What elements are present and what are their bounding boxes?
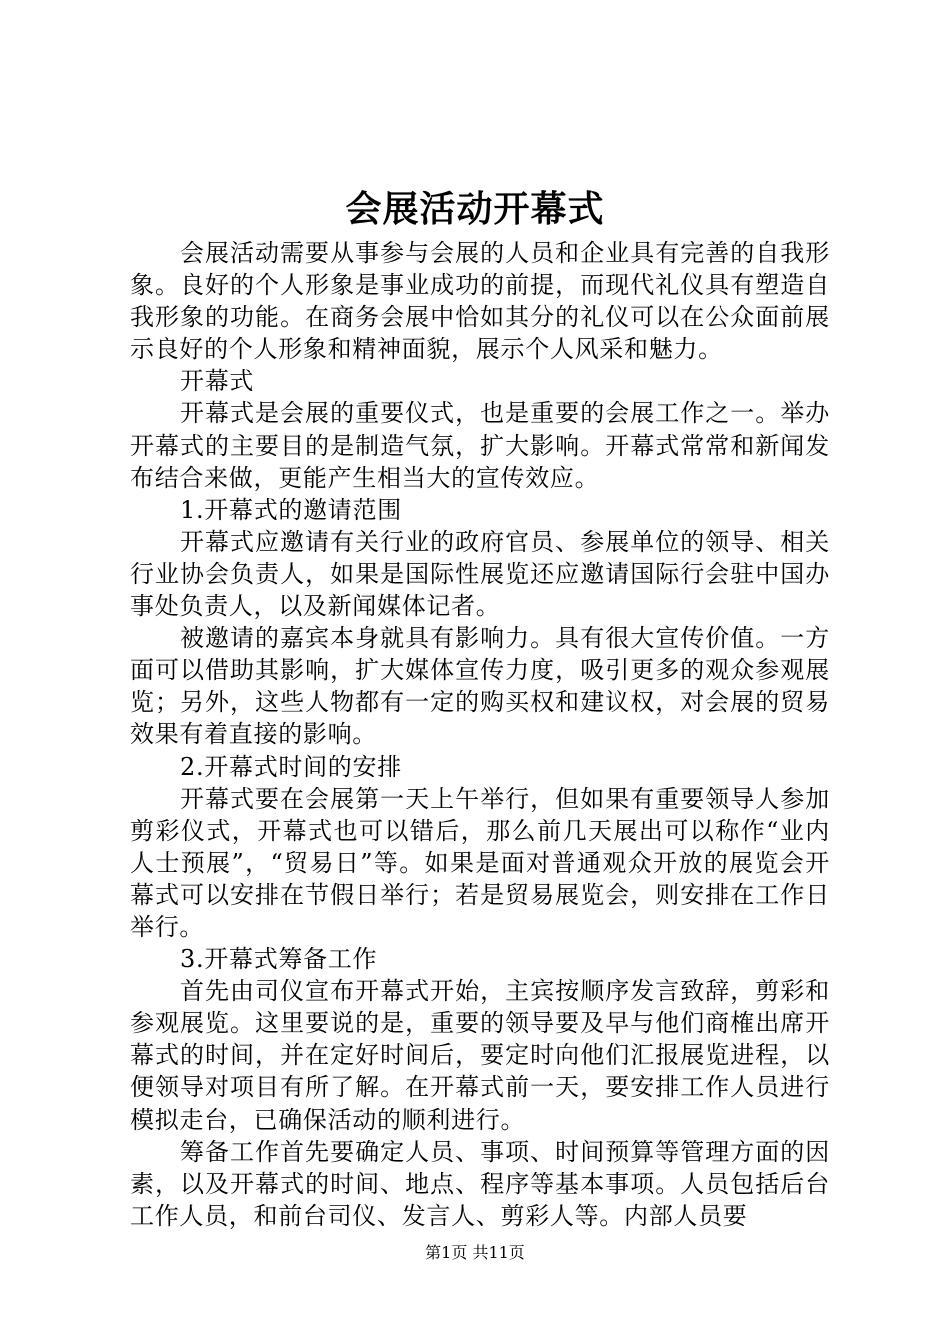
paragraph-intro: 会展活动需要从事参与会展的人员和企业具有完善的自我形象。良好的个人形象是事业成功的前提，而现代礼仪具有塑造自我形象的功能。在商务会展中恰如其分的礼仪可以在公众面前展示良好的个人形象和精神面貌，展示个人风采和魅力。 — [130, 239, 830, 364]
paragraph-invitation-scope: 开幕式应邀请有关行业的政府官员、参展单位的领导、相关行业协会负责人，如果是国际性展览还应邀请国际行会驻中国办事处负责人，以及新闻媒体记者。 — [130, 527, 830, 621]
paragraph-guest-influence: 被邀请的嘉宾本身就具有影响力。具有很大宣传价值。一方面可以借助其影响，扩大媒体宣传力度，吸引更多的观众参观展览；另外，这些人物都有一定的购买权和建议权，对会展的贸易效果有着直接的影响。 — [130, 624, 830, 749]
document-title: 会展活动开幕式 — [345, 188, 605, 230]
paragraph-preparation-items: 筹备工作首先要确定人员、事项、时间预算等管理方面的因素，以及开幕式的时间、地点、程序等基本事项。人员包括后台工作人员，和前台司仪、发言人、剪彩人等。内部人员要 — [130, 1137, 830, 1230]
section-heading-invitation-scope: 1.开幕式的邀请范围 — [180, 495, 402, 524]
document-body — [130, 237, 830, 1232]
section-heading-opening: 开幕式 — [180, 367, 255, 396]
section-heading-preparation: 3.开幕式筹备工作 — [180, 945, 378, 974]
paragraph-opening-purpose: 开幕式是会展的重要仪式，也是重要的会展工作之一。举办开幕式的主要目的是制造气氛，扩大影响。开幕式常常和新闻发布结合来做，更能产生相当大的宣传效应。 — [130, 399, 830, 492]
paragraph-time-arrangement: 开幕式要在会展第一天上午举行，但如果有重要领导人参加剪彩仪式，开幕式也可以错后，那么前几天展出可以称作“业内人士预展”，“贸易日”等。如果是面对普通观众开放的展览会开幕式可以安排在节假日举行；若是贸易展览会，则安排在工作日举行。 — [130, 784, 830, 941]
paragraph-ceremony-procedure: 首先由司仪宣布开幕式开始，主宾按顺序发言致辞，剪彩和参观展览。这里要说的是，重要的领导要及早与他们商榷出席开幕式的时间，并在定好时间后，要定时向他们汇报展览进程，以便领导对项目有所了解。在开幕式前一天，要安排工作人员进行模拟走台，已确保活动的顺利进行。 — [130, 977, 830, 1134]
page-number-footer: 第1页 共11页 — [425, 1243, 525, 1262]
section-heading-time-arrangement: 2.开幕式时间的安排 — [180, 752, 402, 781]
